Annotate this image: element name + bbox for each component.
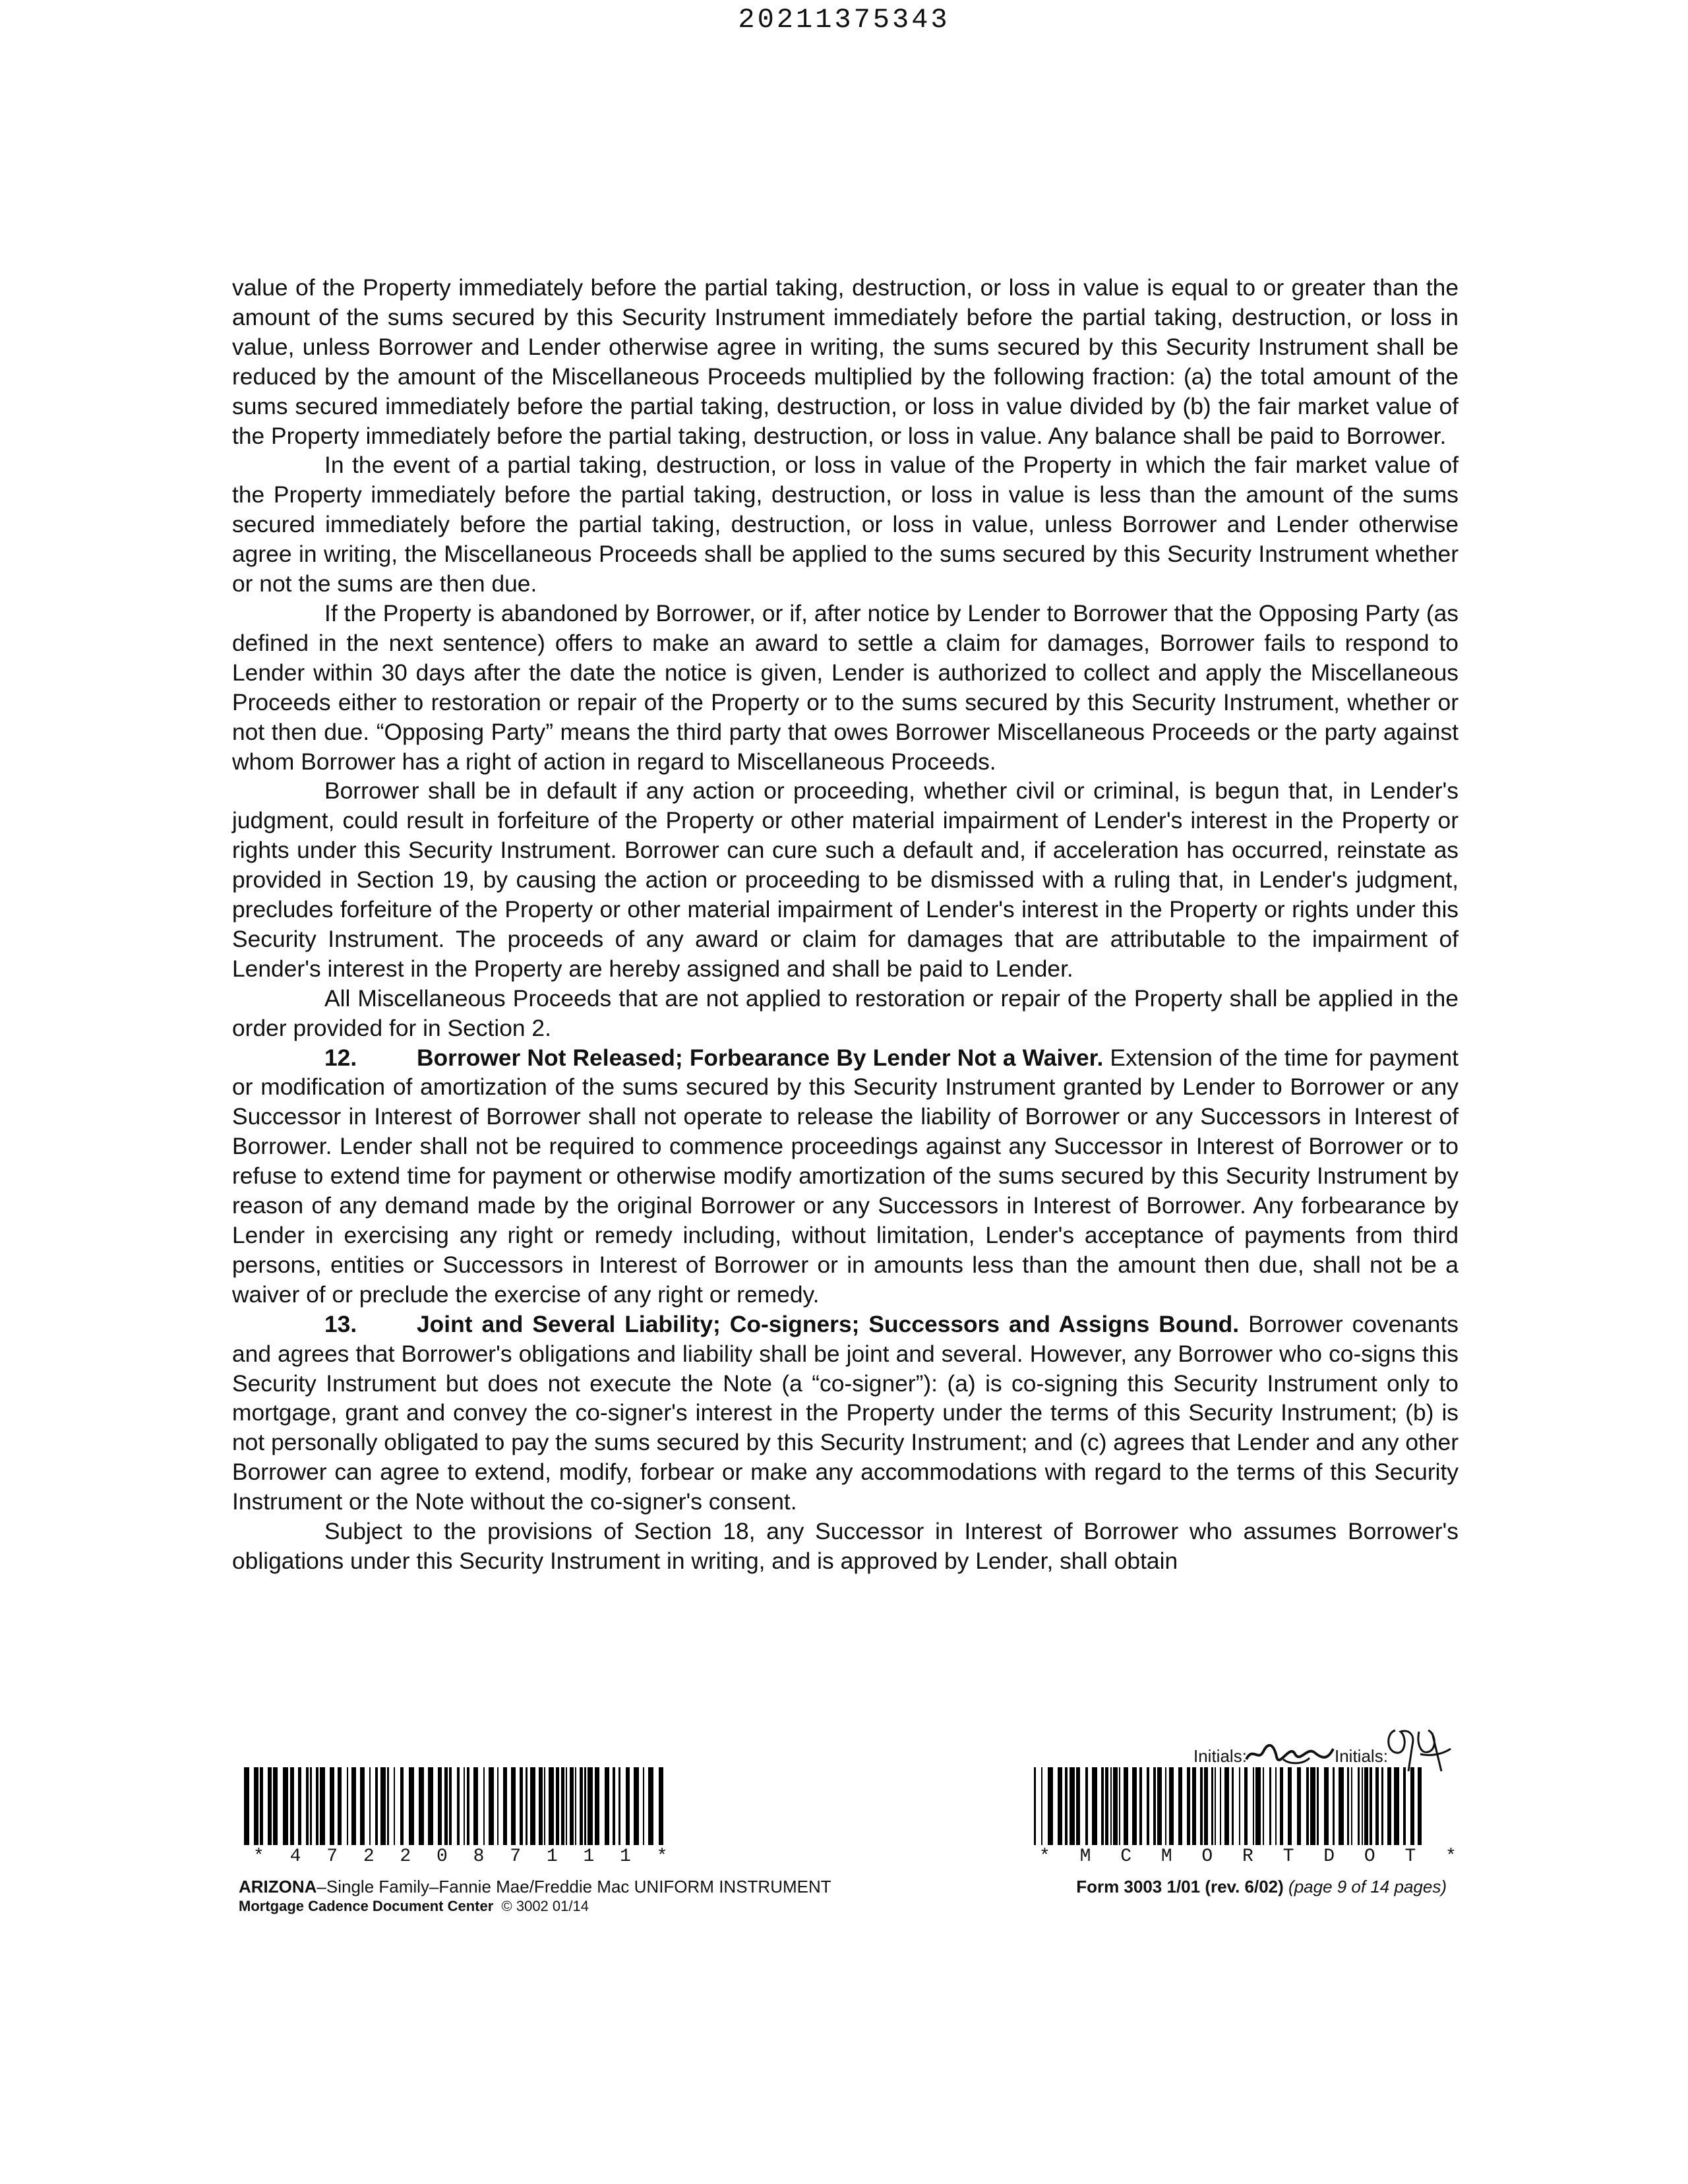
- initials-signature-left: [1244, 1740, 1336, 1766]
- barcode-gap: [1142, 1767, 1147, 1845]
- barcode-bar: [1394, 1767, 1399, 1845]
- barcode-bar: [511, 1767, 516, 1845]
- section-body: Borrower covenants and agrees that Borrower's obligations and liability shall be joint and several. However, any Borrower who co-signs this Security Instrument but does not execute the Note (a “co-signer”): (a) is co-signing this Security Instrument only to mortgage, grant and convey the co-signer's interest in the Property under the terms of this Security Instrument; (b) is not personally obligated to pay the sums secured by this Security Instrument; and (c) agrees that Lender and any other Borrower can agree to extend, modify, forbear or make any accommodations with regard to the terms of this Security Instrument or the Note without the co-signer's consent.: [232, 1310, 1459, 1515]
- barcode-bar: [1255, 1767, 1261, 1845]
- paragraph: Borrower shall be in default if any action or proceeding, whether civil or criminal, is begun that, in Lender's judgment, could result in forfeiture of the Property or other material impairment of Lender's interest in the Property or rights under this Security Instrument. Borrower can cure such a default and, if acceleration has occurred, reinstate as provided in Section 19, by causing the action or proceeding to be dismissed with a ruling that, in Lender's judgment, precludes forfeiture of the Property or other material impairment of Lender's interest in the Property or rights under this Security Instrument. The proceeds of any award or claim for damages that are attributable to the impairment of Lender's interest in the Property are hereby assigned and shall be paid to Lender.: [232, 777, 1459, 982]
- barcode-bar: [530, 1767, 535, 1845]
- barcode-bar: [283, 1767, 288, 1845]
- paragraph: If the Property is abandoned by Borrower, or if, after notice by Lender to Borrower that the Opposing Party (as defined in the next sentence) offers to make an award to settle a claim for damages, Borrower fails to respond to Lender within 30 days after the date the notice is given, Lender is authorized to collect and apply the Miscellaneous Proceeds either to restoration or repair of the Property or to the sums secured by this Security Instrument, whether or not then due. “Opposing Party” means the third party that owes Borrower Miscellaneous Proceeds or the party against whom Borrower has a right of action in regard to Miscellaneous Proceeds.: [232, 599, 1459, 775]
- footer-left: [239, 1877, 831, 1916]
- barcode-bar: [595, 1767, 599, 1845]
- section-number: 12.: [324, 1044, 357, 1071]
- barcode-gap: [249, 1767, 254, 1845]
- barcode-gap: [414, 1767, 419, 1845]
- barcode-bar: [351, 1767, 356, 1845]
- barcode-bar: [659, 1767, 663, 1845]
- barcode-bar: [1339, 1767, 1344, 1845]
- paragraph: Subject to the provisions of Section 18, any Successor in Interest of Borrower who assumes Borrower's obligations under this Security Instrument in writing, and is approved by Lender, shall obtain: [232, 1518, 1459, 1574]
- barcode-bar: [1124, 1767, 1128, 1845]
- barcode-left-text: * 4 7 2 2 0 8 7 1 1 1 *: [253, 1846, 675, 1867]
- barcode-bar: [1324, 1767, 1329, 1845]
- barcode-gap: [1292, 1767, 1297, 1845]
- barcode-gap: [1352, 1767, 1358, 1845]
- barcode-right: [1034, 1767, 1422, 1845]
- barcode-gap: [301, 1767, 306, 1845]
- barcode-bar: [320, 1767, 325, 1845]
- paragraph: In the event of a partial taking, destruction, or loss in value of the Property in which the fair market value of the Property immediately before the partial taking, destruction, or loss in value is less than the amount of the sums secured immediately before the partial taking, destruction, or loss in value, unless Borrower and Lender otherwise agree in writing, the Miscellaneous Proceeds shall be applied to the sums secured by this Security Instrument whether or not the sums are then due.: [232, 452, 1459, 597]
- barcode-bar: [1058, 1767, 1062, 1845]
- barcode-left: [244, 1767, 665, 1845]
- barcode-gap: [1264, 1767, 1269, 1845]
- footer-state: ARIZONA: [239, 1877, 317, 1896]
- barcode-gap: [342, 1767, 347, 1845]
- paragraph: value of the Property immediately before the partial taking, destruction, or loss in value is equal to or greater than the amount of the sums secured by this Security Instrument immediately before the partial taking, destruction, or loss in value, unless Borrower and Lender otherwise agree in writing, the sums secured by this Security Instrument shall be reduced by the amount of the Miscellaneous Proceeds multiplied by the following fraction: (a) the total amount of the sums secured immediately before the partial taking, destruction, or loss in value divided by (b) the fair market value of the Property immediately before the partial taking, destruction, or loss in value. Any balance shall be paid to Borrower.: [232, 274, 1459, 449]
- barcode-bar: [244, 1767, 249, 1845]
- barcode-gap: [498, 1767, 503, 1845]
- section-number: 13.: [324, 1310, 357, 1337]
- barcode-gap: [371, 1767, 375, 1845]
- barcode-bar: [380, 1767, 386, 1845]
- initials-label-right: Initials:: [1335, 1746, 1388, 1766]
- barcode-bar: [1224, 1767, 1229, 1845]
- section-12: [232, 1043, 1459, 1310]
- barcode-bar: [419, 1767, 424, 1845]
- barcode-bar: [1070, 1767, 1075, 1845]
- barcode-gap: [365, 1767, 369, 1845]
- barcode-bar: [489, 1767, 494, 1845]
- barcode-bar: [1092, 1767, 1097, 1845]
- barcode-bar: [1169, 1767, 1174, 1845]
- barcode-gap: [599, 1767, 605, 1845]
- barcode-gap: [620, 1767, 626, 1845]
- barcode-gap: [1174, 1767, 1178, 1845]
- barcode-gap: [404, 1767, 409, 1845]
- barcode-bar: [588, 1767, 593, 1845]
- barcode-gap: [1080, 1767, 1085, 1845]
- footer-right: [1076, 1877, 1447, 1896]
- barcode-bar: [273, 1767, 278, 1845]
- barcode-gap: [1042, 1767, 1048, 1845]
- barcode-gap: [452, 1767, 457, 1845]
- barcode-gap: [395, 1767, 400, 1845]
- section-title: Joint and Several Liability; Co-signers; Successors and Assigns Bound.: [417, 1310, 1240, 1337]
- barcode-gap: [1283, 1767, 1288, 1845]
- barcode-bar: [330, 1767, 334, 1845]
- barcode-gap: [389, 1767, 394, 1845]
- document-body: [232, 273, 1459, 1576]
- barcode-bar: [1132, 1767, 1137, 1845]
- barcode-gap: [1301, 1767, 1306, 1845]
- barcode-bar: [1048, 1767, 1053, 1845]
- section-13: [232, 1310, 1459, 1517]
- barcode-gap: [653, 1767, 659, 1845]
- initials-label-left: Initials:: [1193, 1746, 1247, 1766]
- barcode-right-text: * M C M O R T D O T *: [1039, 1846, 1466, 1867]
- barcode-bar: [1113, 1767, 1118, 1845]
- barcode-gap: [278, 1767, 283, 1845]
- barcode-bar: [648, 1767, 653, 1845]
- barcode-gap: [1319, 1767, 1324, 1845]
- barcode-gap: [263, 1767, 268, 1845]
- footer-publisher-code: © 3002 01/14: [501, 1898, 589, 1914]
- barcode-bar: [1157, 1767, 1162, 1845]
- paragraph: All Miscellaneous Proceeds that are not applied to restoration or repair of the Property shall be applied in the order provided for in Section 2.: [232, 985, 1459, 1041]
- barcode-bar: [549, 1767, 554, 1845]
- footer-page-info: (page 9 of 14 pages): [1288, 1877, 1447, 1896]
- barcode-gap: [433, 1767, 438, 1845]
- barcode-bar: [634, 1767, 639, 1845]
- barcode-bar: [428, 1767, 433, 1845]
- barcode-gap: [1036, 1767, 1041, 1845]
- barcode-gap: [1234, 1767, 1239, 1845]
- barcode-bar: [409, 1767, 414, 1845]
- barcode-bar: [473, 1767, 478, 1845]
- barcode-bar: [1418, 1767, 1422, 1845]
- footer-instrument: –Single Family–Fannie Mae/Freddie Mac UNIFORM INSTRUMENT: [316, 1877, 831, 1896]
- footer-form: Form 3003 1/01 (rev. 6/02): [1076, 1877, 1284, 1896]
- section-body: Extension of the time for payment or modification of amortization of the sums secured by this Security Instrument granted by Lender to Borrower or any Successor in Interest of Borrower shall not operate to release the liability of Borrower or any Successors in Interest of Borrower. Lender shall not be required to commence proceedings against any Successor in Interest of Borrower or to refuse to extend time for payment or otherwise modify amortization of the sums secured by this Security Instrument by reason of any demand made by the original Borrower or any Successors in Interest of Borrower. Any forbearance by Lender in exercising any right or remedy including, without limitation, Lender's acceptance of payments from third persons, entities or Successors in Interest of Borrower or in amounts less than the amount then due, shall not be a waiver of or preclude the exercise of any right or remedy.: [232, 1044, 1459, 1308]
- barcode-bar: [360, 1767, 365, 1845]
- barcode-gap: [1406, 1767, 1410, 1845]
- recording-number: 20211375343: [738, 4, 950, 36]
- barcode-bar: [254, 1767, 258, 1845]
- barcode-gap: [325, 1767, 330, 1845]
- barcode-gap: [1182, 1767, 1187, 1845]
- barcode-gap: [1248, 1767, 1253, 1845]
- barcode-bar: [605, 1767, 609, 1845]
- section-title: Borrower Not Released; Forbearance By Lender Not a Waiver.: [417, 1044, 1104, 1071]
- footer-publisher: Mortgage Cadence Document Center: [239, 1898, 494, 1914]
- barcode-gap: [478, 1767, 483, 1845]
- barcode-gap: [1053, 1767, 1058, 1845]
- barcode-bar: [1310, 1767, 1315, 1845]
